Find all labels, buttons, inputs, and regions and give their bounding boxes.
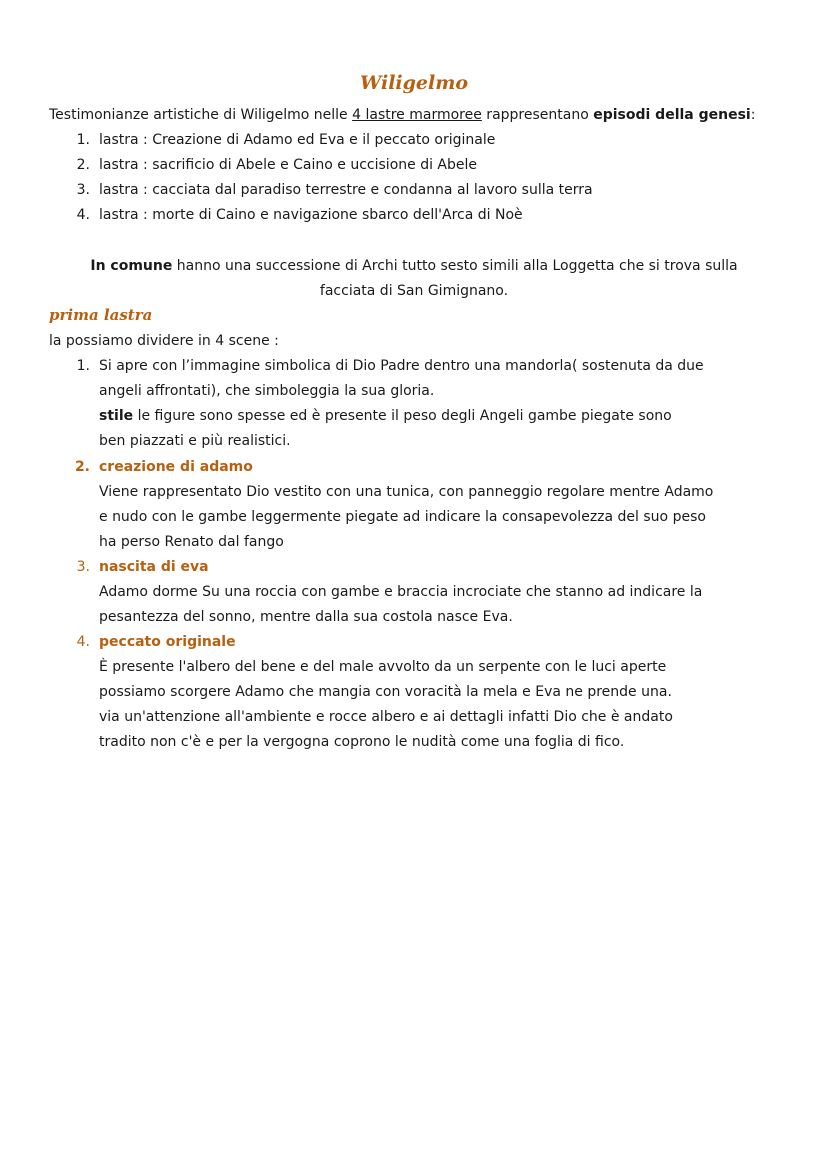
list-item: lastra : morte di Caino e navigazione sbarco dell'Arca di Noè: [99, 207, 523, 223]
list-item: lastra : sacrificio di Abele e Caino e uccisione di Abele: [99, 157, 478, 173]
scene-3-line: pesantezza del sonno, mentre dalla sua costola nasce Eva.: [99, 609, 513, 625]
scene-1-line: ben piazzati e più realistici.: [99, 433, 291, 449]
stile-text: le figure sono spesse ed è presente il peso degli Angeli gambe piegate sono: [133, 408, 672, 424]
intro-prefix: Testimonianze artistiche di Wiligelmo nelle: [49, 107, 353, 123]
scene-1-stile-line: [99, 407, 672, 425]
comune-text: hanno una successione di Archi tutto sesto simili alla Loggetta che si trova sulla: [172, 258, 738, 274]
list-number: 4.: [76, 207, 90, 223]
list-number: 3.: [76, 182, 90, 198]
scene-heading: nascita di eva: [99, 559, 209, 575]
scene-1-line: Si apre con l’immagine simbolica di Dio Padre dentro una mandorla( sostenuta da due: [99, 358, 704, 374]
stile-label: stile: [99, 408, 134, 424]
scene-number: 1.: [76, 358, 90, 374]
intro-paragraph: [49, 106, 755, 124]
list-item: lastra : Creazione di Adamo ed Eva e il peccato originale: [99, 132, 496, 148]
scene-heading: creazione di adamo: [99, 459, 253, 475]
scene-4-line: via un'attenzione all'ambiente e rocce albero e ai dettagli infatti Dio che è andato: [99, 709, 673, 725]
intro-middle: rappresentano: [481, 107, 594, 123]
scene-number: 3.: [76, 559, 90, 575]
intro-suffix: :: [750, 107, 756, 123]
list-number: 1.: [76, 132, 90, 148]
comune-bold: In comune: [90, 258, 173, 274]
scene-2-line: Viene rappresentato Dio vestito con una tunica, con panneggio regolare mentre Adamo: [99, 484, 714, 500]
comune-line-2: facciata di San Gimignano.: [319, 283, 509, 299]
intro-underlined: 4 lastre marmoree: [352, 107, 482, 123]
scene-4-line: È presente l'albero del bene e del male avvolto da un serpente con le luci aperte: [99, 659, 667, 675]
scene-4-line: possiamo scorgere Adamo che mangia con voracità la mela e Eva ne prende una.: [99, 684, 672, 700]
list-number: 2.: [76, 157, 90, 173]
scene-2-line: ha perso Renato dal fango: [99, 534, 284, 550]
section-title: prima lastra: [49, 306, 153, 324]
scene-2-line: e nudo con le gambe leggermente piegate ad indicare la consapevolezza del suo peso: [99, 509, 706, 525]
scene-3-line: Adamo dorme Su una roccia con gambe e braccia incrociate che stanno ad indicare la: [99, 584, 703, 600]
page-title: Wiligelmo: [359, 72, 469, 94]
scene-number: 4.: [76, 634, 90, 650]
scene-1-line: angeli affrontati), che simboleggia la sua gloria.: [99, 383, 435, 399]
scene-number: 2.: [74, 459, 90, 475]
section-intro: la possiamo dividere in 4 scene :: [49, 333, 279, 349]
comune-line-1: [0, 257, 828, 275]
intro-bold: episodi della genesi: [593, 107, 751, 123]
list-item: lastra : cacciata dal paradiso terrestre e condanna al lavoro sulla terra: [99, 182, 593, 198]
scene-4-line: tradito non c'è e per la vergogna coprono le nudità come una foglia di fico.: [99, 734, 625, 750]
scene-heading: peccato originale: [99, 634, 236, 650]
